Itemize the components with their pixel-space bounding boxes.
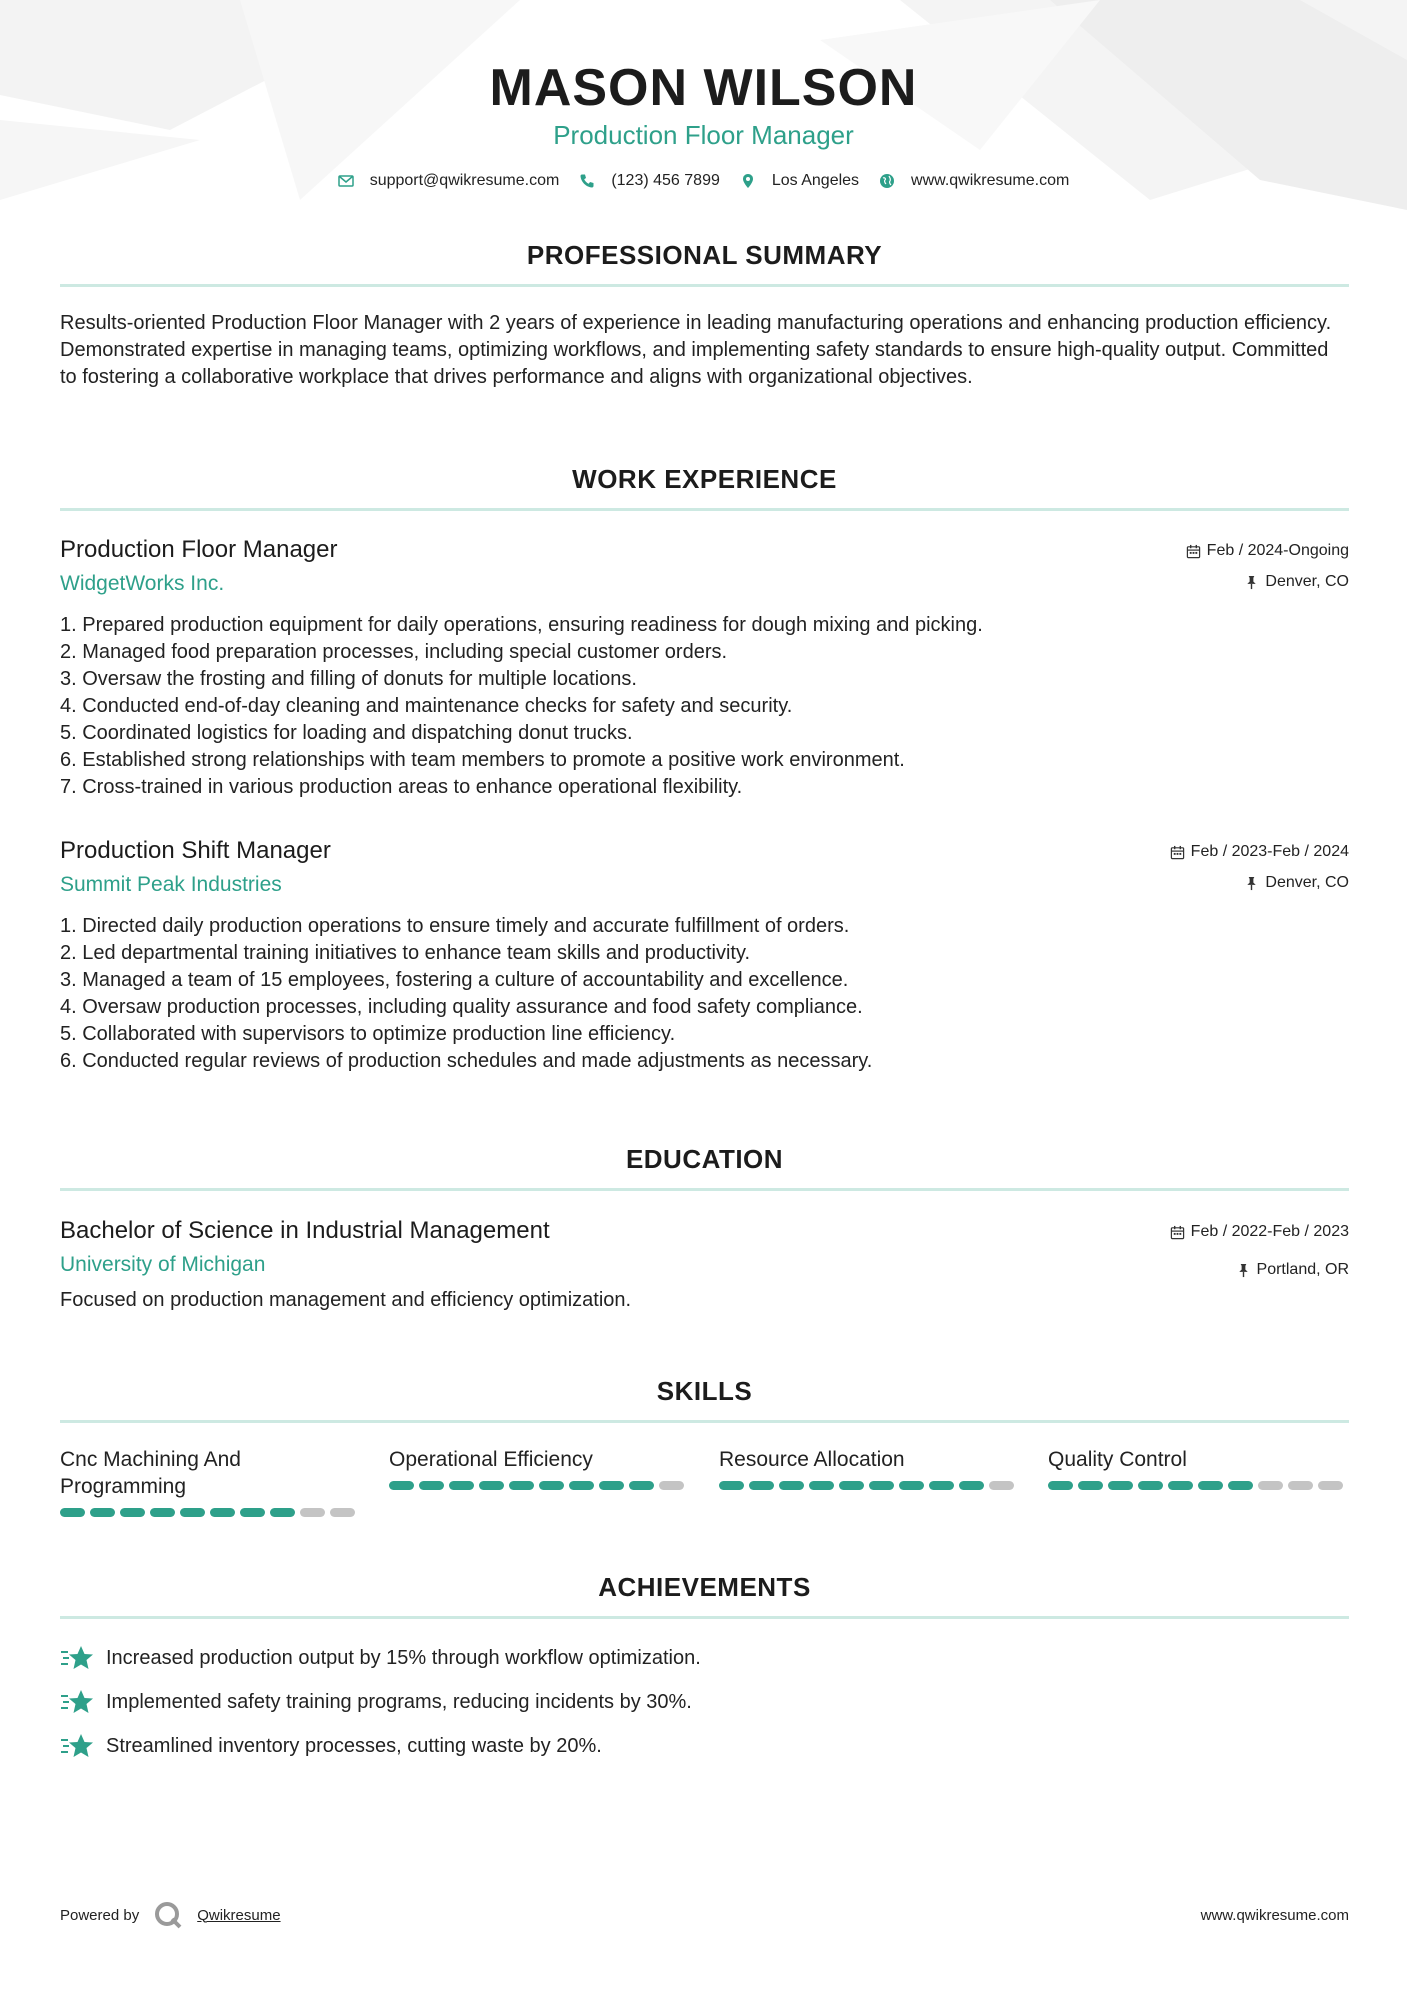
calendar-icon (1170, 845, 1185, 860)
job-bullet: 6. Conducted regular reviews of production schedules and made adjustments as necessary. (60, 1050, 873, 1072)
skill-segment-filled (1078, 1481, 1103, 1490)
achievement-item (60, 1644, 701, 1672)
education-school: University of Michigan (60, 1253, 266, 1276)
job-dates (1186, 542, 1349, 560)
skill-segment-filled (569, 1481, 594, 1490)
skill-segment-filled (419, 1481, 444, 1490)
job-dates-text: Feb / 2024-Ongoing (1206, 542, 1349, 559)
email-text: support@qwikresume.com (369, 172, 560, 189)
skill-segment-empty (300, 1508, 325, 1517)
skill-name: Operational Efficiency (389, 1448, 593, 1471)
job-bullet: 6. Established strong relationships with team members to promote a positive work environment. (60, 749, 905, 771)
education-entry (60, 1217, 1349, 1317)
job-bullet: 2. Led departmental training initiatives to enhance team skills and productivity. (60, 942, 751, 964)
powered-by-text: Powered by (60, 1906, 140, 1924)
skill-segment-filled (60, 1508, 85, 1517)
skill-segment-filled (929, 1481, 954, 1490)
skill-segment-filled (719, 1481, 744, 1490)
skill-segment-filled (389, 1481, 414, 1490)
skill-segment-filled (1048, 1481, 1073, 1490)
skill-name: Resource Allocation (719, 1448, 905, 1471)
skill-level-bar (60, 1508, 360, 1517)
skill-name: Cnc Machining And Programming (60, 1448, 241, 1498)
skill-segment-empty (1318, 1481, 1343, 1490)
summary-heading: PROFESSIONAL SUMMARY (526, 240, 883, 270)
candidate-name: MASON WILSON (489, 59, 918, 117)
skill-segment-filled (1138, 1481, 1163, 1490)
achievements-heading: ACHIEVEMENTS (598, 1572, 811, 1602)
job-dates (1170, 843, 1349, 861)
skill-segment-filled (1228, 1481, 1253, 1490)
contact-email[interactable] (338, 172, 560, 190)
skills-divider (60, 1420, 1349, 1423)
summary-text: Results-oriented Production Floor Manager with 2 years of experience in leading manufacturing operations and enhancing production efficiency. Demonstrated expertise in managing teams, optimizing workflows, and implementing safety standards to ensure high-quality output. Committed to fostering a collaborative workplace that drives performance and aligns with organizational objectives. (60, 312, 1332, 388)
skill-level-bar (719, 1481, 1019, 1490)
skill-segment-filled (210, 1508, 235, 1517)
education-location (1236, 1261, 1349, 1279)
education-location-text: Portland, OR (1256, 1261, 1349, 1278)
skill-segment-filled (1198, 1481, 1223, 1490)
job-bullet: 2. Managed food preparation processes, including special customer orders. (60, 641, 728, 663)
skill-segment-filled (629, 1481, 654, 1490)
skill-segment-filled (180, 1508, 205, 1517)
skill-segment-filled (599, 1481, 624, 1490)
job-company: Summit Peak Industries (60, 873, 282, 896)
job-bullet: 4. Conducted end-of-day cleaning and maintenance checks for safety and security. (60, 695, 793, 717)
education-dates (1170, 1223, 1349, 1241)
calendar-icon (1170, 1225, 1185, 1240)
skill-segment-filled (809, 1481, 834, 1490)
pushpin-icon (1244, 575, 1259, 590)
achievement-text: Increased production output by 15% through workflow optimization. (106, 1646, 701, 1669)
achievement-item (60, 1732, 602, 1760)
phone-icon (579, 173, 595, 189)
job-title: Production Shift Manager (60, 837, 331, 864)
experience-heading: WORK EXPERIENCE (572, 464, 837, 494)
education-heading: EDUCATION (625, 1144, 784, 1174)
achievement-text: Streamlined inventory processes, cutting waste by 20%. (106, 1734, 602, 1757)
pushpin-icon (1244, 876, 1259, 891)
achievement-item (60, 1688, 692, 1716)
education-degree: Bachelor of Science in Industrial Management (60, 1217, 550, 1244)
star-icon (60, 1688, 94, 1716)
job-bullet: 5. Collaborated with supervisors to optimize production line efficiency. (60, 1023, 676, 1045)
skill-item (1048, 1446, 1348, 1490)
contact-location (740, 172, 859, 190)
job-bullets (60, 612, 983, 801)
contact-website[interactable] (879, 172, 1069, 190)
job-entry (60, 536, 1349, 806)
job-bullet: 5. Coordinated logistics for loading and dispatching donut trucks. (60, 722, 633, 744)
skill-segment-filled (90, 1508, 115, 1517)
experience-divider (60, 508, 1349, 511)
job-location-text: Denver, CO (1265, 874, 1349, 891)
job-entry (60, 837, 1349, 1082)
skill-segment-filled (479, 1481, 504, 1490)
education-dates-text: Feb / 2022-Feb / 2023 (1190, 1223, 1349, 1240)
skill-segment-empty (659, 1481, 684, 1490)
footer-brand-link[interactable]: Qwikresume (197, 1906, 281, 1924)
job-bullet: 3. Oversaw the frosting and filling of donuts for multiple locations. (60, 668, 637, 690)
job-location-text: Denver, CO (1265, 573, 1349, 590)
candidate-title: Production Floor Manager (553, 120, 854, 150)
pushpin-icon (1236, 1263, 1251, 1278)
skill-segment-filled (270, 1508, 295, 1517)
footer-powered-by (60, 1900, 281, 1930)
achievement-text: Implemented safety training programs, reducing incidents by 30%. (106, 1690, 692, 1713)
contact-phone[interactable] (579, 172, 720, 190)
skill-segment-filled (749, 1481, 774, 1490)
location-text: Los Angeles (771, 172, 860, 189)
skill-level-bar (1048, 1481, 1348, 1490)
skill-segment-filled (869, 1481, 894, 1490)
star-icon (60, 1644, 94, 1672)
skill-segment-filled (539, 1481, 564, 1490)
job-dates-text: Feb / 2023-Feb / 2024 (1190, 843, 1349, 860)
contact-row (0, 172, 1407, 190)
skill-level-bar (389, 1481, 689, 1490)
globe-icon (879, 173, 895, 189)
skill-segment-filled (1108, 1481, 1133, 1490)
job-bullet: 7. Cross-trained in various production areas to enhance operational flexibility. (60, 776, 743, 798)
skill-item (719, 1446, 1019, 1490)
skill-segment-filled (779, 1481, 804, 1490)
education-description: Focused on production management and efficiency optimization. (60, 1289, 632, 1311)
skill-segment-filled (150, 1508, 175, 1517)
star-icon (60, 1732, 94, 1760)
calendar-icon (1186, 544, 1201, 559)
job-location (1244, 874, 1349, 892)
summary-divider (60, 284, 1349, 287)
skill-segment-filled (1168, 1481, 1193, 1490)
skill-segment-empty (1288, 1481, 1313, 1490)
job-company: WidgetWorks Inc. (60, 572, 225, 595)
skill-item (60, 1446, 360, 1517)
skill-item (389, 1446, 689, 1490)
skill-segment-empty (1258, 1481, 1283, 1490)
achievements-divider (60, 1616, 1349, 1619)
website-text: www.qwikresume.com (911, 172, 1070, 189)
job-bullet: 1. Directed daily production operations to ensure timely and accurate fulfillment of orders. (60, 915, 850, 937)
phone-text: (123) 456 7899 (611, 172, 720, 189)
skill-segment-filled (240, 1508, 265, 1517)
job-title: Production Floor Manager (60, 536, 338, 563)
skill-segment-filled (120, 1508, 145, 1517)
education-divider (60, 1188, 1349, 1191)
job-bullet: 4. Oversaw production processes, including quality assurance and food safety compliance. (60, 996, 863, 1018)
skill-segment-filled (899, 1481, 924, 1490)
skill-segment-empty (330, 1508, 355, 1517)
job-location (1244, 573, 1349, 591)
job-bullet: 1. Prepared production equipment for daily operations, ensuring readiness for dough mixing and picking. (60, 614, 983, 636)
map-pin-icon (740, 173, 756, 189)
skill-segment-filled (959, 1481, 984, 1490)
skills-heading: SKILLS (656, 1376, 753, 1406)
qwikresume-logo-icon (153, 1900, 183, 1930)
envelope-icon (338, 173, 354, 189)
footer-website-link[interactable]: www.qwikresume.com (1200, 1907, 1349, 1924)
skill-segment-empty (989, 1481, 1014, 1490)
job-bullets (60, 913, 872, 1075)
skill-segment-filled (449, 1481, 474, 1490)
skill-segment-filled (509, 1481, 534, 1490)
skill-segment-filled (839, 1481, 864, 1490)
skill-name: Quality Control (1048, 1448, 1187, 1471)
job-bullet: 3. Managed a team of 15 employees, fostering a culture of accountability and excellence. (60, 969, 849, 991)
